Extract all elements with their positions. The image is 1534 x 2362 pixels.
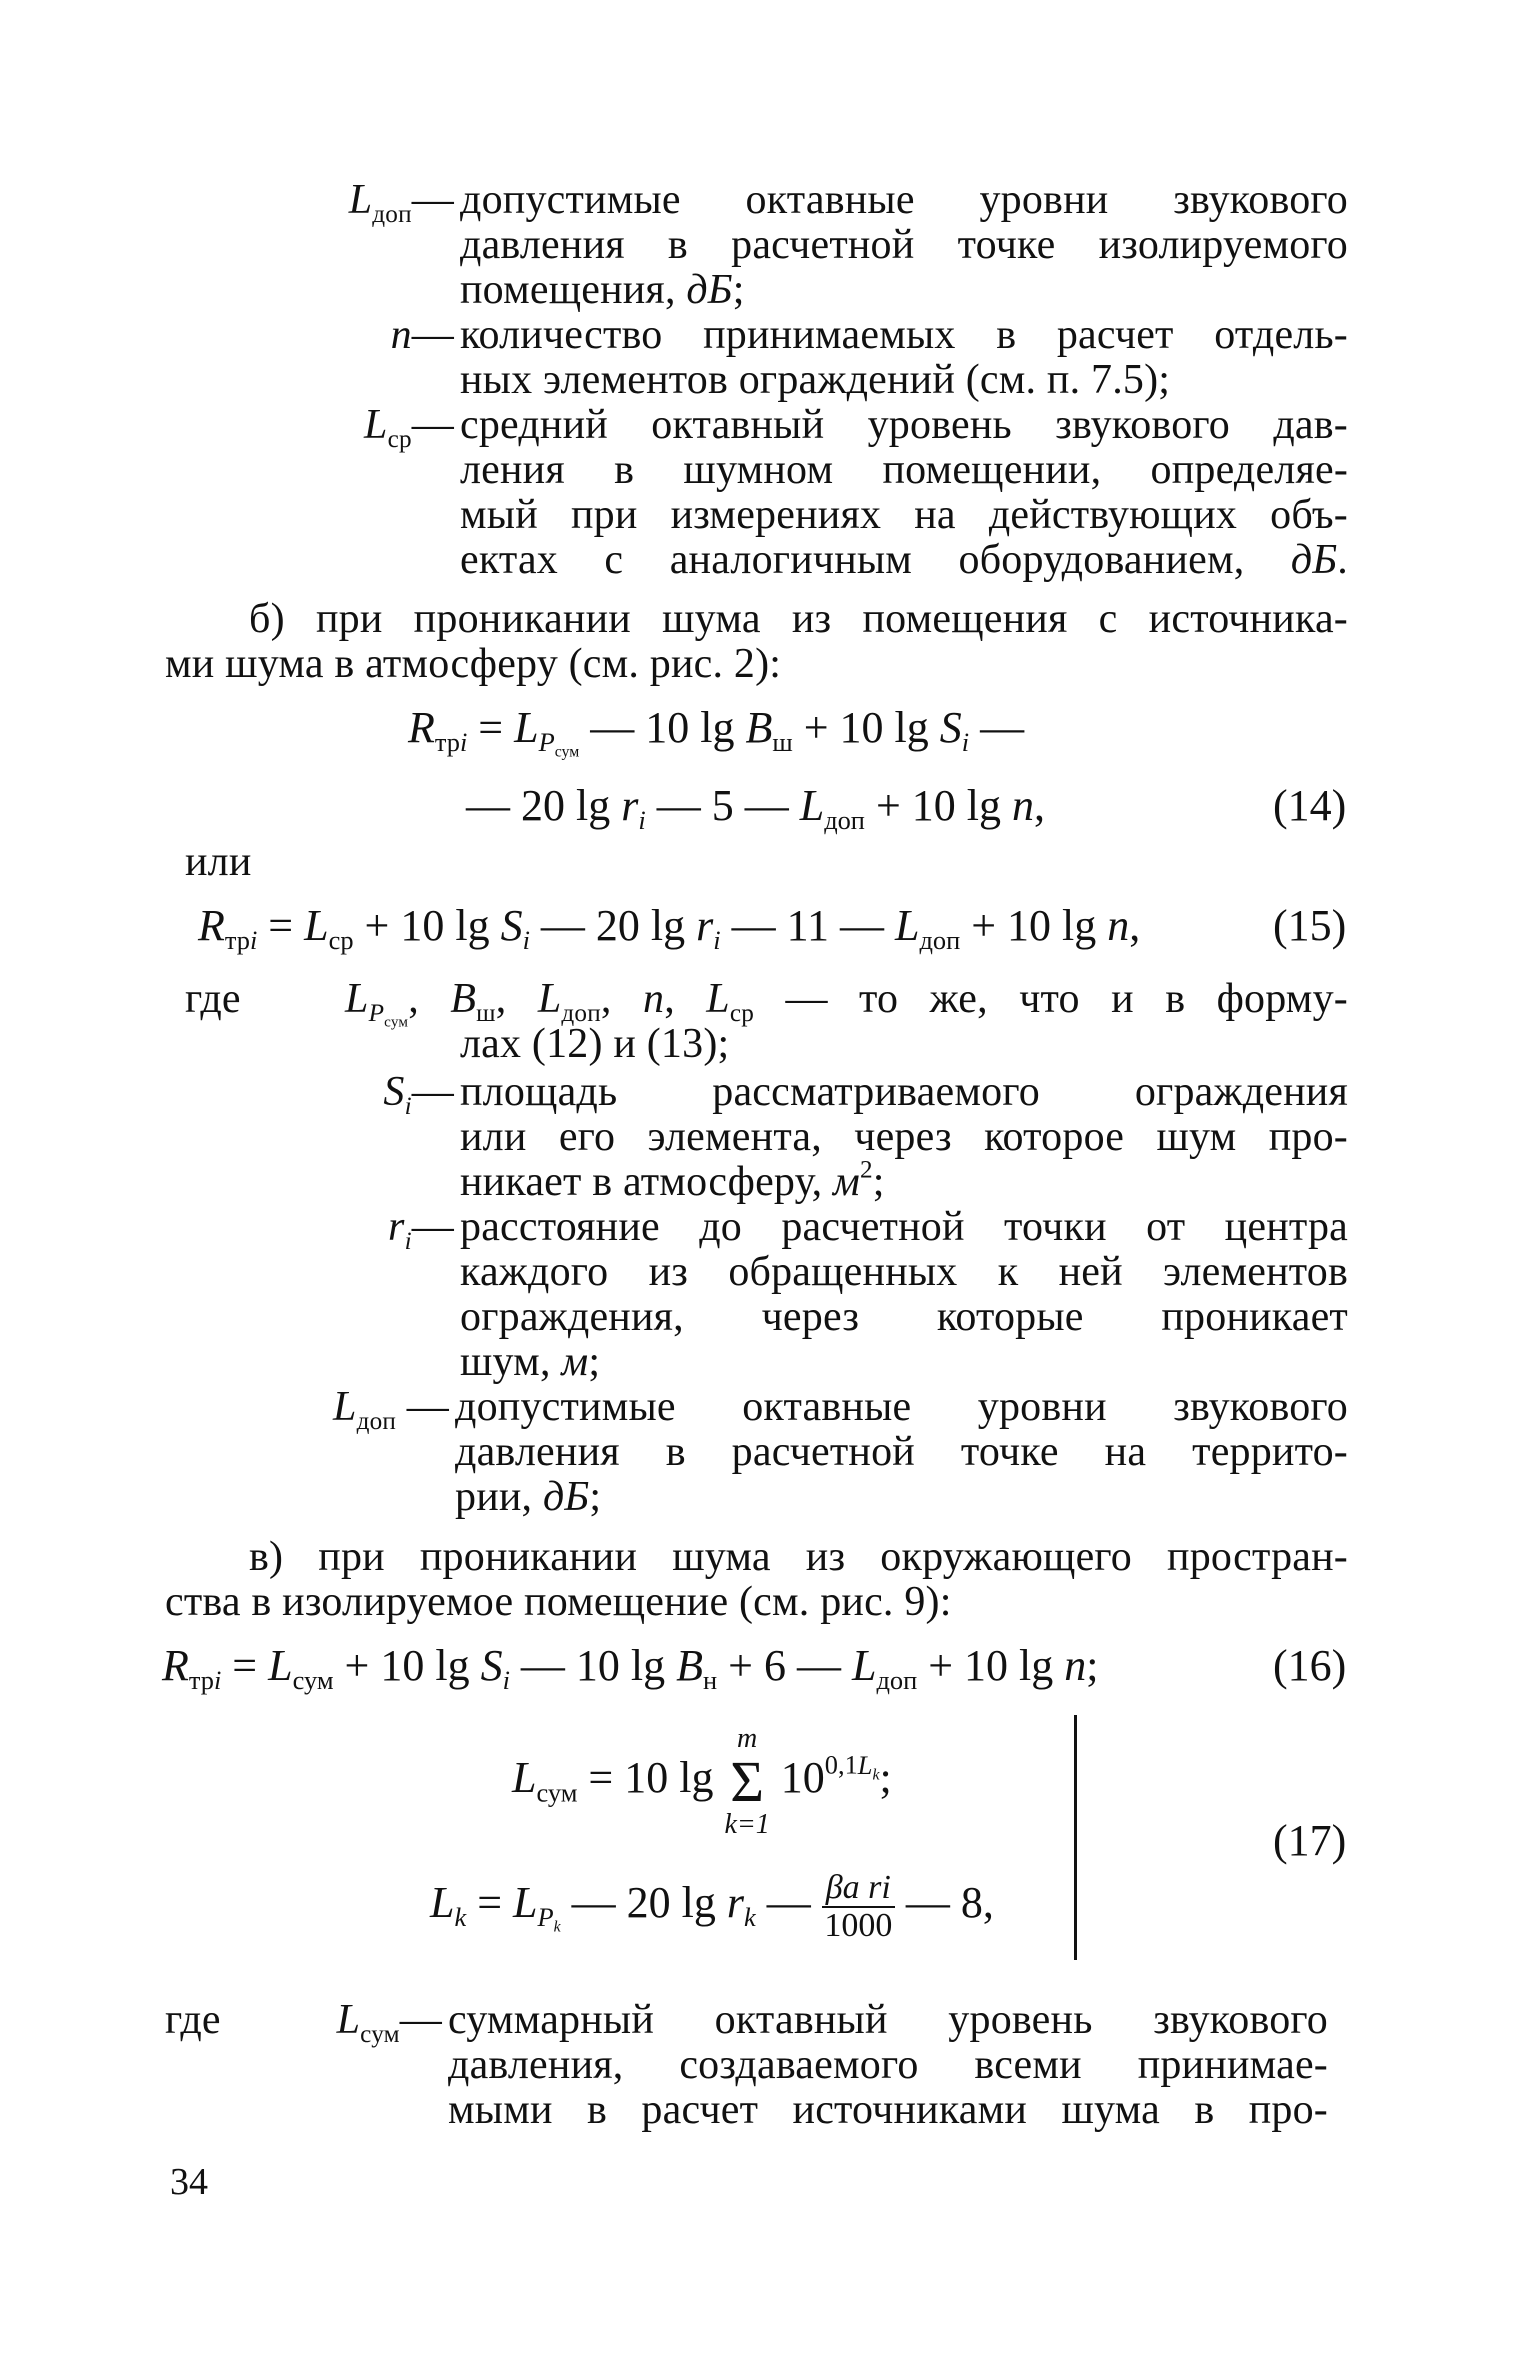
text-line: ектах с аналогичным оборудованием, дБ. (460, 537, 1348, 583)
equation-14-line-2: — 20 $\lg r_i$ — 5 — $L_{доп} + 10$ lg n, (466, 781, 1045, 836)
text-line: каждого из обращенных к ней элементов (460, 1249, 1348, 1295)
equation-17-line-2: $L_k = L_{P_k}$ — 20 $\lg r_k$ — $\frac{\text{βa ri}}{1000}$ — 8, (430, 1869, 994, 1944)
definition-term: $r_i—$ (388, 1204, 454, 1255)
text-line: площадь рассматриваемого ограждения (460, 1069, 1348, 1115)
definition-l-sr (364, 402, 1348, 583)
paragraph-b (165, 597, 1348, 687)
page-number: 34 (170, 2161, 208, 2203)
equation-17-line-1: $L_{сум} = 10$ lg m Σ k=1 $10^{0,1L_k}$; (512, 1723, 892, 1840)
text-line: допустимые октавные уровни звукового (455, 1384, 1348, 1430)
definition-l-dop-territory (333, 1384, 1348, 1520)
word-where-2: где (165, 1997, 221, 2043)
text-line: ства в изолируемое помещение (см. рис. 9): (165, 1579, 952, 1625)
text-line: б) при проникании шума из помещения с источника- (249, 596, 1348, 642)
equation-number-17: (17) (1273, 1816, 1347, 1865)
word-where: где (185, 976, 241, 1022)
text-line: никает в атмосферу, $м^2$; (460, 1156, 885, 1205)
where-first-line (345, 976, 1348, 1031)
text-line: ограждения, через которые проникает (460, 1294, 1348, 1340)
text-line: мый при измерениях на действующих объ- (460, 492, 1348, 538)
definition-term: $S_i—$ (383, 1069, 454, 1120)
text-line: давления в расчетной точке изолируемого (460, 222, 1348, 268)
text-line: шум, м; (460, 1339, 601, 1385)
equation-16: $R_{трi} = L_{сум} + 10$ $\lg S_i$ — 10 $\lg B_н + 6$ — $L_{доп} + 10$ lg n; (162, 1641, 1099, 1696)
definition-term: $L_{сум}—$ (336, 1997, 442, 2048)
text-line: суммарный октавный уровень звукового (448, 1997, 1328, 2043)
text-line: в) при проникании шума из окружающего простран- (249, 1534, 1348, 1580)
text-line: количество принимаемых в расчет отдель- (460, 312, 1348, 358)
paragraph-v (165, 1535, 1348, 1625)
definition-term: n— (390, 312, 454, 358)
definition-n (390, 312, 1348, 403)
where-second-line: лах (12) и (13); (460, 1021, 730, 1067)
text-line: ми шума в атмосферу (см. рис. 2): (165, 641, 782, 687)
equation-15: $R_{трi} = L_{ср} + 10$ $\lg S_i$ — 20 $\lg r_i$ — 11 — $L_{доп} + 10$ lg n, (198, 901, 1141, 956)
fraction: $\frac{\text{βa ri}}{1000}$ (822, 1870, 895, 1944)
definition-term: $L_{доп}$ — (333, 1384, 449, 1435)
equation-14-line-1: $R_{трi} = L_{P_{сум}}$ — 10 $\lg B_ш + 10$ $\lg S_i$ — (408, 703, 1025, 761)
text-line: мыми в расчет источниками шума в про- (448, 2087, 1328, 2133)
text-line: помещения, дБ; (460, 267, 745, 313)
definition-term: $L_{ср}—$ (364, 402, 454, 453)
text-line: допустимые октавные уровни звукового (460, 177, 1348, 223)
word-or: или (185, 839, 252, 885)
text-line: средний октавный уровень звукового дав- (460, 402, 1348, 448)
text-line: давления, создаваемого всеми принимае- (448, 2042, 1328, 2088)
text-line: давления в расчетной точке на террито- (455, 1429, 1348, 1475)
text-line: рии, дБ; (455, 1474, 602, 1520)
text-line: $L_{P_{сум}}$, $B_ш$, $L_{доп}$, n, $L_{ср}$ — то же, что и в форму- (345, 976, 1348, 1031)
definition-term: $L_{доп}—$ (348, 177, 454, 228)
definition-l-dop (348, 177, 1348, 313)
text-line: или его элемента, через которое шум про- (460, 1114, 1348, 1160)
text-line: ления в шумном помещении, определяе- (460, 447, 1348, 493)
definition-l-sum (336, 1997, 1328, 2133)
definition-r-i (388, 1204, 1348, 1385)
system-brace (1060, 1715, 1077, 1960)
equation-number-16: (16) (1273, 1641, 1347, 1690)
text-line: ных элементов ограждений (см. п. 7.5); (460, 357, 1171, 403)
text-line: расстояние до расчетной точки от центра (460, 1204, 1348, 1250)
summation-sign: m Σ k=1 (724, 1723, 770, 1840)
equation-number-15: (15) (1273, 901, 1347, 950)
equation-number-14: (14) (1273, 781, 1347, 830)
definition-s-i (383, 1069, 1348, 1205)
